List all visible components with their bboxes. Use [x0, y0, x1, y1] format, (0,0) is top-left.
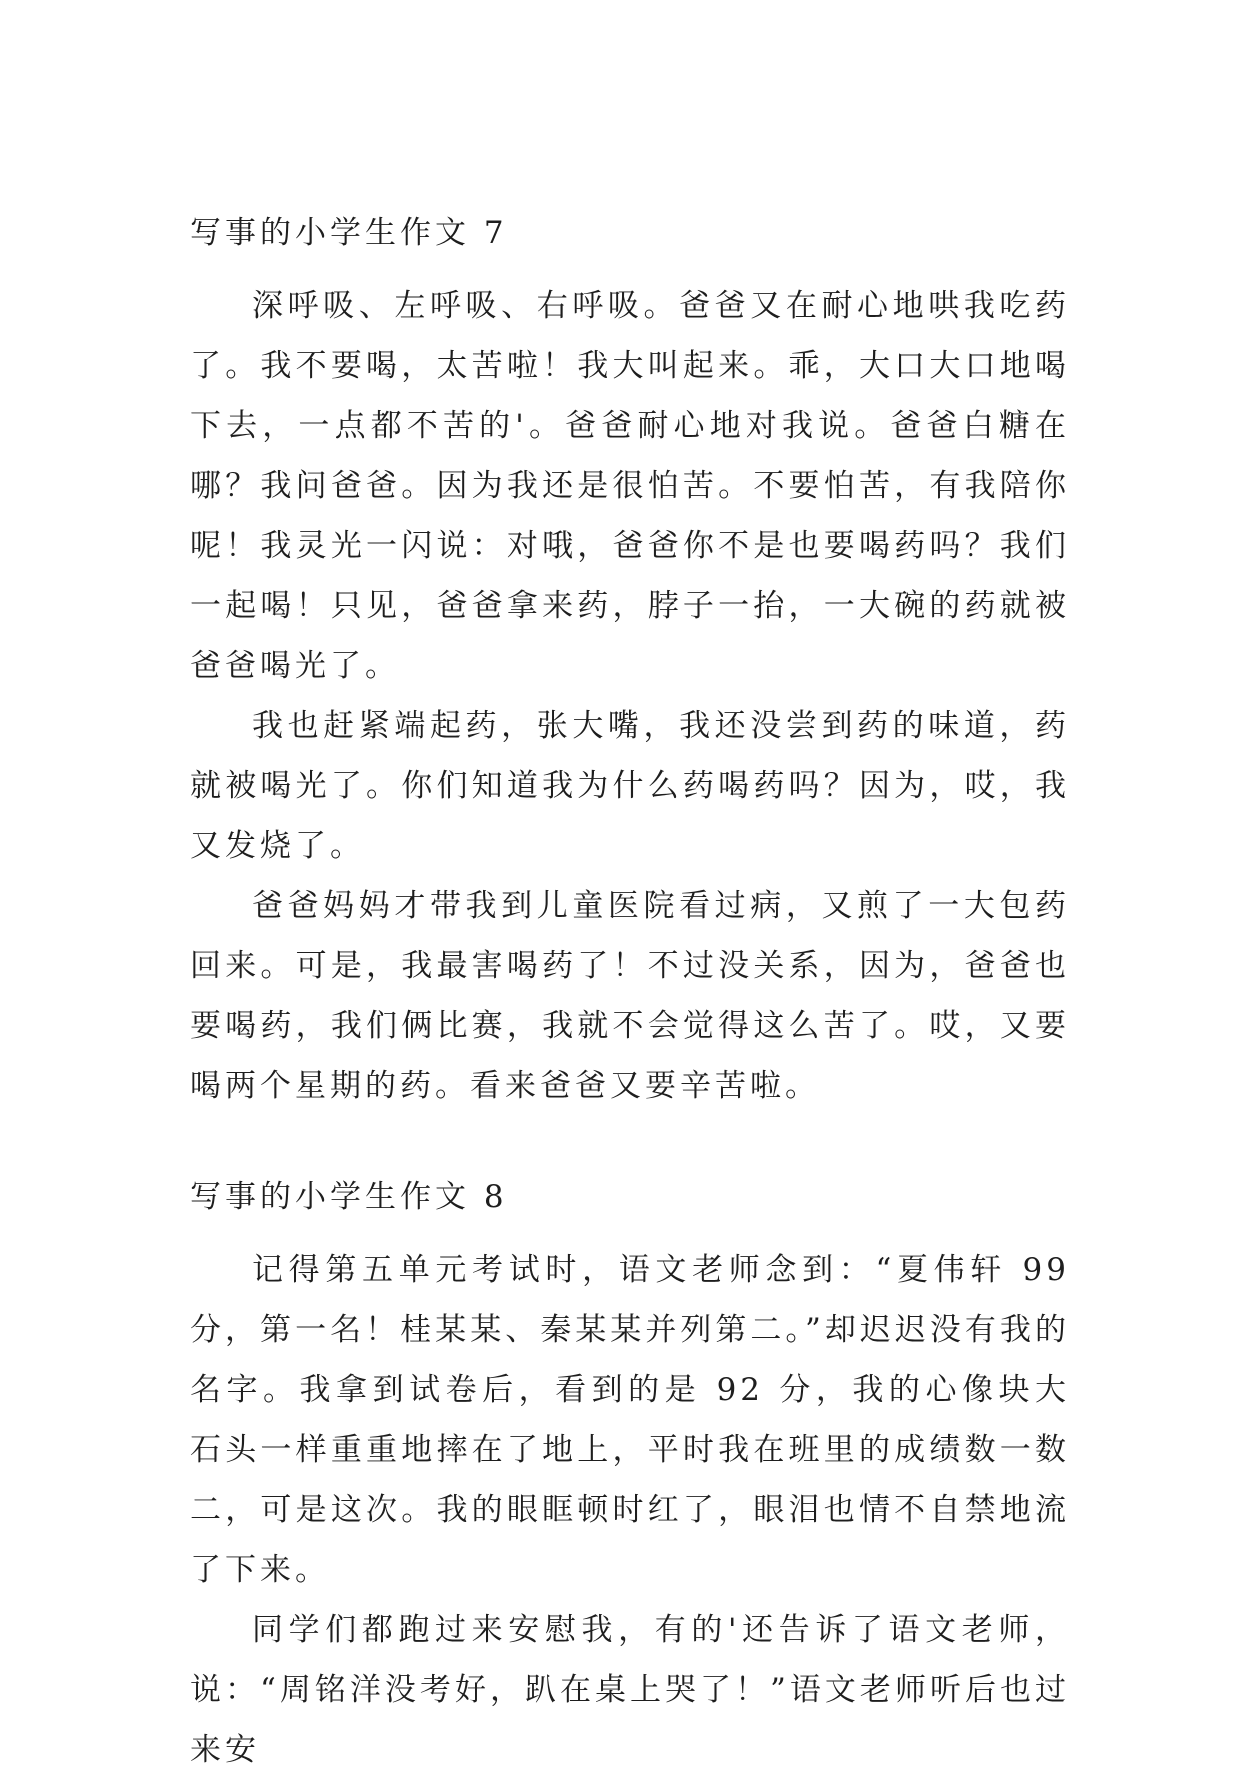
paragraph: 记得第五单元考试时，语文老师念到：“夏伟轩 99 分，第一名！桂某某、秦某某并列第二。”却迟迟没有我的名字。我拿到试卷后，看到的是 92 分，我的心像块大石头一样重重地摔在了地上，平时我在班里的成绩数一数二，可是这次。我的眼眶顿时红了，眼泪也情不自禁地流了下来。	[190, 1252, 1070, 1588]
essay-section-7	[190, 208, 1070, 1116]
paragraph: 爸爸妈妈才带我到儿童医院看过病，又煎了一大包药回来。可是，我最害喝药了！不过没关系，因为，爸爸也要喝药，我们俩比赛，我就不会觉得这么苦了。哎，又要喝两个星期的药。看来爸爸又要辛苦啦。	[190, 888, 1070, 1104]
document-body	[190, 208, 1070, 1780]
essay-heading: 写事的小学生作文 8	[190, 1179, 508, 1215]
paragraph: 我也赶紧端起药，张大嘴，我还没尝到药的味道，药就被喝光了。你们知道我为什么药喝药吗？因为，哎，我又发烧了。	[190, 708, 1070, 864]
essay-section-8	[190, 1172, 1070, 1780]
paragraph: 同学们都跑过来安慰我，有的'还告诉了语文老师，说：“周铭洋没考好，趴在桌上哭了！”语文老师听后也过来安	[190, 1612, 1070, 1768]
essay-heading: 写事的小学生作文 7	[190, 215, 508, 251]
paragraph: 深呼吸、左呼吸、右呼吸。爸爸又在耐心地哄我吃药了。我不要喝，太苦啦！我大叫起来。乖，大口大口地喝下去，一点都不苦的'。爸爸耐心地对我说。爸爸白糖在哪？我问爸爸。因为我还是很怕苦。不要怕苦，有我陪你呢！我灵光一闪说：对哦，爸爸你不是也要喝药吗？我们一起喝！只见，爸爸拿来药，脖子一抬，一大碗的药就被爸爸喝光了。	[190, 288, 1070, 684]
